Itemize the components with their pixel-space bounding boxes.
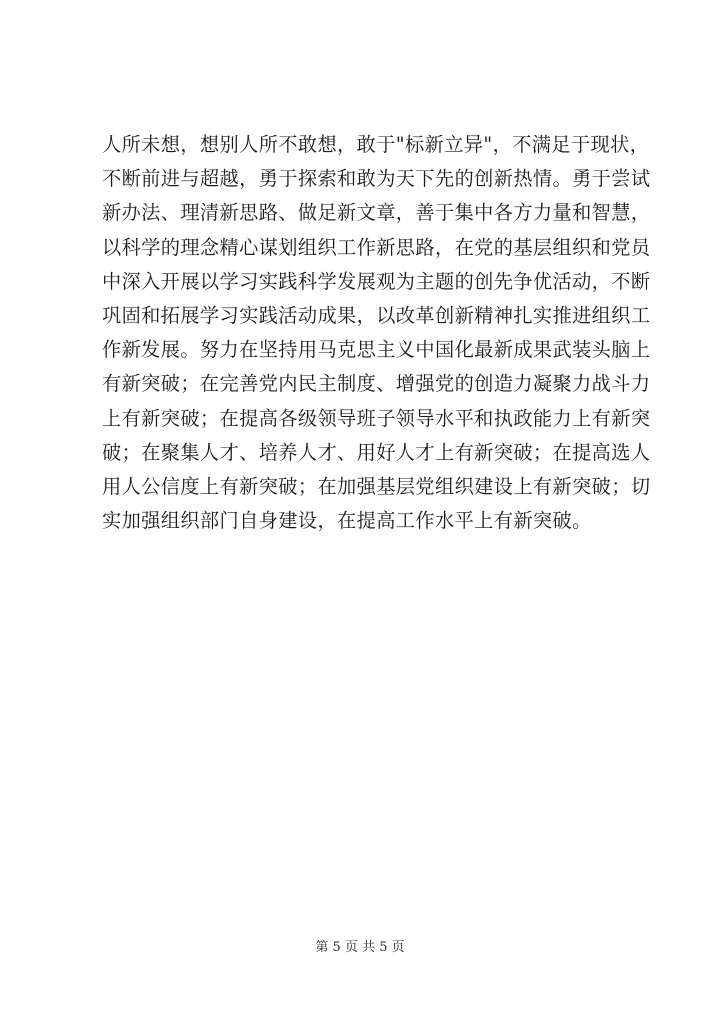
paragraph-line: 实加强组织部门自身建设，在提高工作水平上有新突破。 (102, 509, 592, 533)
paragraph-line: 用人公信度上有新突破；在加强基层党组织建设上有新突破；切 (102, 474, 651, 498)
paragraph-line: 中深入开展以学习实践科学发展观为主题的创先争优活动，不断 (102, 269, 651, 293)
paragraph-line: 以科学的理念精心谋划组织工作新思路，在党的基层组织和党员 (102, 235, 651, 259)
body-paragraph (102, 128, 651, 538)
paragraph-line: 人所未想，想别人所不敢想，敢于"标新立异"，不满足于现状， (102, 133, 650, 156)
paragraph-line: 有新突破；在完善党内民主制度、增强党的创造力凝聚力战斗力 (102, 372, 651, 396)
page-number-footer: 第 5 页 共 5 页 (315, 940, 405, 955)
paragraph-line: 破；在聚集人才、培养人才、用好人才上有新突破；在提高选人 (102, 440, 651, 464)
paragraph-line: 作新发展。努力在坚持用马克思主义中国化最新成果武装头脑上 (102, 338, 651, 362)
paragraph-line: 新办法、理清新思路、做足新文章，善于集中各方力量和智慧， (102, 201, 651, 225)
paragraph-line: 巩固和拓展学习实践活动成果，以改革创新精神扎实推进组织工 (102, 303, 651, 327)
paragraph-line: 不断前进与超越，勇于探索和敢为天下先的创新热情。勇于尝试 (102, 167, 651, 191)
paragraph-line: 上有新突破；在提高各级领导班子领导水平和执政能力上有新突 (102, 406, 651, 430)
